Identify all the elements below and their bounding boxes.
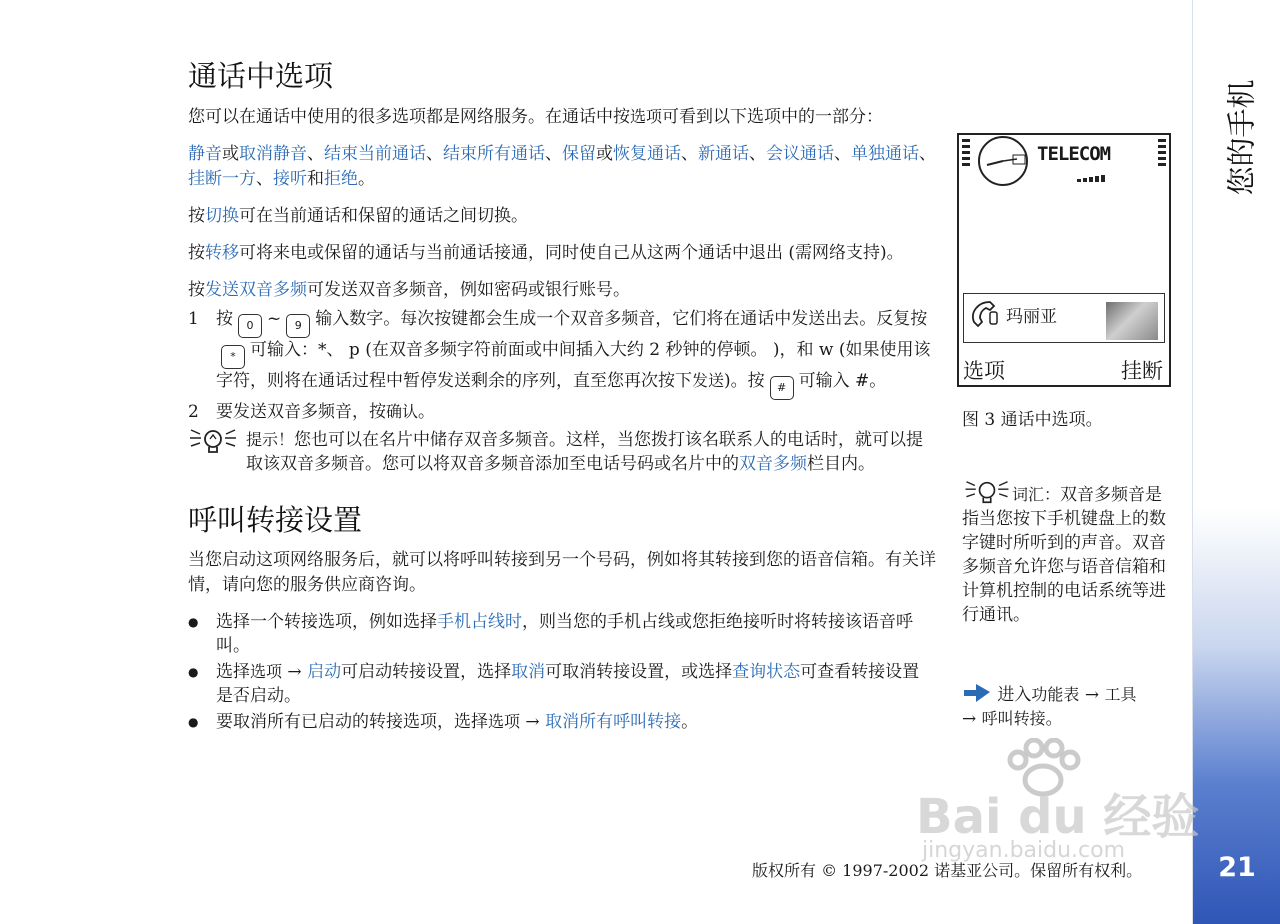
tip-label: 提示！ (246, 430, 295, 449)
option-new-call: 新通话 (698, 144, 749, 164)
switch-paragraph: 按切换可在当前通话和保留的通话之间切换。 (188, 206, 528, 226)
carrier-name: TELECOM (1037, 143, 1111, 165)
copyright-footer: 版权所有 © 1997-2002 诺基亚公司。保留所有权利。 (752, 861, 1143, 880)
main-content (188, 58, 936, 736)
bullet-1: ● 选择一个转接选项，例如选择手机占线时，则当您的手机占线或您拒绝接听时将转接该语音呼叫。 (188, 610, 936, 658)
tip-bulb-icon (188, 426, 238, 456)
shortcut-note: 进入功能表 → 工具 → 呼叫转接。 (962, 682, 1180, 731)
battery-icon (1158, 139, 1166, 166)
send-term: 发送 (692, 371, 725, 390)
option-resume: 恢复通话 (613, 144, 681, 164)
active-call-box (963, 293, 1165, 343)
option-answer: 接听 (273, 169, 307, 189)
menu-term: 功能表 (1031, 685, 1080, 704)
step-1: 1 按 0 ~ 9 输入数字。每次按键都会生成一个双音多频音，它们将在通话中发送出去。反复按* 可输入：*、 p (在双音多频字符前面或中间插入大约 2 秒钟的停顿。 )，和 w (如果使用该字符，则将在通话过程中暂停发送剩余的序列，直至您再次按下发送)。按 # 可输入 #。 (188, 307, 936, 400)
options-term: 选项 (630, 107, 663, 126)
option-private: 单独通话 (851, 144, 919, 164)
dtmf-paragraph: 按发送双音多频可发送双音多频音，例如密码或银行账号。 (188, 280, 630, 300)
bullet-2: ● 选择选项 → 启动可启动转接设置，选择取消可取消转接设置，或选择查询状态可查看转接设置是否启动。 (188, 660, 936, 708)
option-end-active-call: 结束当前通话 (324, 144, 426, 164)
paw-logo-icon (998, 738, 1088, 798)
cancel-term: 取消 (511, 662, 546, 682)
option-hold: 保留 (562, 144, 596, 164)
step-2: 2 要发送双音多频音，按确认。 (188, 402, 436, 422)
glossary-text: 双音多频音是指当您按下手机键盘上的数字键时所听到的声音。双音多频音允许您与语音信箱和计算机控制的电话系统等进行通讯。 (962, 485, 1166, 625)
transfer-paragraph: 按转移可将来电或保留的通话与当前通话接通，同时使自己从这两个通话中退出 (需网络支持)。 (188, 243, 904, 263)
caller-photo (1106, 302, 1158, 340)
baidu-watermark (906, 738, 1206, 878)
key-0-icon: 0 (238, 314, 262, 338)
watermark-brand: Bai du 经验 (916, 789, 1200, 845)
figure-caption: 图 3 通话中选项。 (962, 410, 1103, 430)
option-end-all-calls: 结束所有通话 (443, 144, 545, 164)
if-busy-term: 手机占线时 (437, 612, 522, 632)
chapter-title-text: 您的手机 (1224, 78, 1259, 196)
key-star-icon: * (221, 345, 245, 369)
tools-term: 工具 (1104, 685, 1137, 704)
switch-term: 切换 (205, 206, 239, 226)
dtmf-field-term: 双音多频 (739, 454, 807, 474)
caller-name: 玛丽亚 (1006, 307, 1057, 327)
tip-block: 提示！您也可以在名片中储存双音多频音。这样，当您拨打该名联系人的电话时，就可以提取该双音多频音。您可以将双音多频音添加至电话号码或名片中的双音多频栏目内。 (188, 428, 936, 476)
key-9-icon: 9 (286, 314, 310, 338)
in-call-option-list: 静音或取消静音、结束当前通话、结束所有通话、保留或恢复通话、新通话、会议通话、单独通话、挂断一方、接听和拒绝。 (188, 144, 936, 189)
softkey-options[interactable]: 选项 (963, 359, 1005, 383)
clock-icon (979, 137, 1027, 185)
softkey-end-call[interactable]: 挂断 (1121, 359, 1163, 383)
section-heading-in-call-options: 通话中选项 (188, 59, 334, 93)
option-mute: 静音 (188, 144, 222, 164)
in-call-intro: 您可以在通话中使用的很多选项都是网络服务。在通话中按选项可看到以下选项中的一部分： (188, 107, 884, 127)
phone-screen-figure (957, 133, 1171, 387)
phone-handset-icon (968, 298, 1002, 328)
option-conference: 会议通话 (766, 144, 834, 164)
page-number: 21 (1218, 852, 1256, 883)
call-divert-term: 呼叫转接 (981, 709, 1046, 728)
option-reject: 拒绝 (324, 169, 358, 189)
call-divert-bullets (188, 610, 936, 734)
chapter-title (1200, 72, 1280, 202)
option-unmute: 取消静音 (239, 144, 307, 164)
cancel-all-diverts-term: 取消所有呼叫转接 (545, 712, 682, 732)
bullet-3: ● 要取消所有已启动的转接选项，选择选项 → 取消所有呼叫转接。 (188, 710, 936, 734)
option-drop-participant: 挂断一方 (188, 169, 256, 189)
signal-strength-icon (1077, 175, 1105, 182)
call-divert-intro: 当您启动这项网络服务后，就可以将呼叫转接到另一个号码，例如将其转接到您的语音信箱。有关详情，请向您的服务供应商咨询。 (188, 550, 936, 595)
dtmf-steps (188, 307, 936, 424)
glossary-bulb-icon (962, 478, 1012, 506)
shortcut-arrow-icon (962, 682, 992, 704)
confirm-term: 确认 (386, 402, 419, 421)
section-heading-call-divert: 呼叫转接设置 (188, 503, 363, 537)
glossary-note (962, 478, 1178, 627)
watermark-url: jingyan.baidu.com (922, 838, 1126, 863)
activate-term: 启动 (307, 662, 342, 682)
transfer-term: 转移 (205, 243, 239, 263)
send-dtmf-term: 发送双音多频 (205, 280, 307, 300)
key-hash-icon: # (770, 376, 794, 400)
signal-icon (962, 139, 970, 166)
check-status-term: 查询状态 (732, 662, 801, 682)
glossary-label: 词汇： (1012, 485, 1061, 504)
